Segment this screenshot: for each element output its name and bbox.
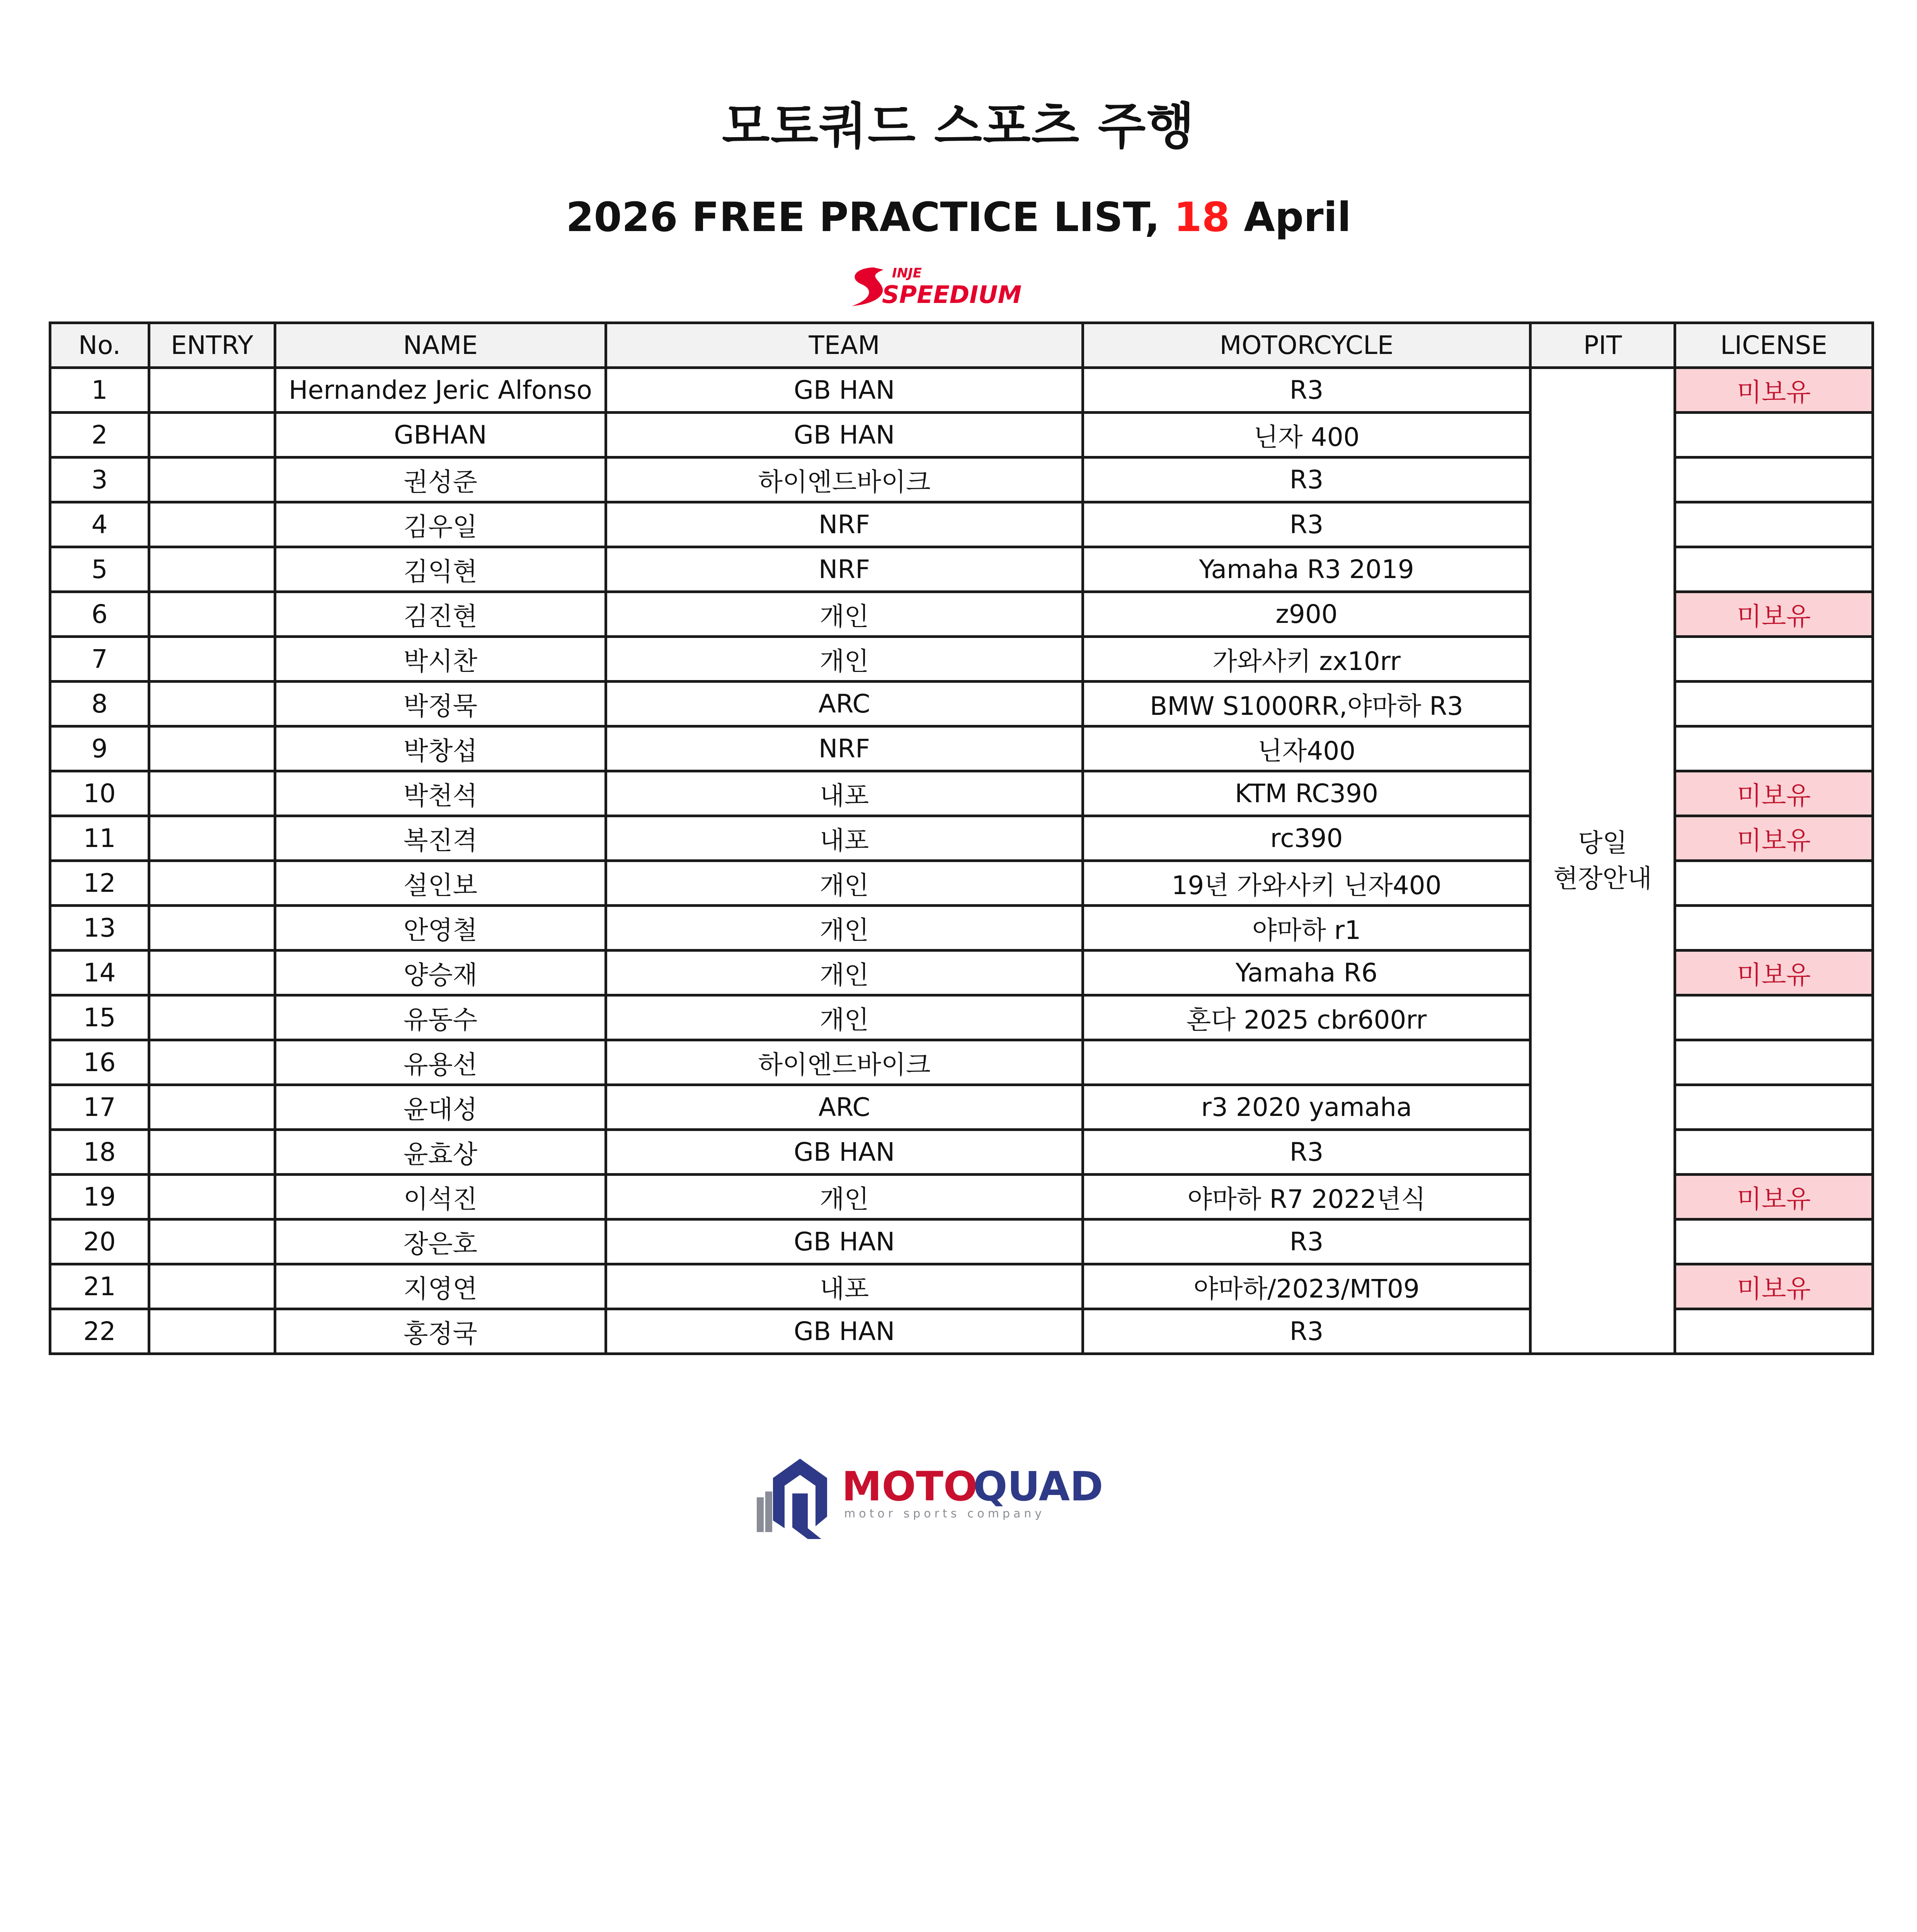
cell-name: 권성준 (275, 457, 606, 502)
cell-motorcycle: Yamaha R6 (1083, 951, 1531, 995)
cell-entry (149, 816, 275, 861)
cell-no: 18 (50, 1130, 149, 1175)
cell-motorcycle: 가와사키 zx10rr (1083, 637, 1531, 682)
cell-team: 내포 (606, 816, 1083, 861)
cell-motorcycle: R3 (1083, 457, 1531, 502)
cell-motorcycle: R3 (1083, 368, 1531, 413)
cell-team: 하이엔드바이크 (606, 457, 1083, 502)
cell-team: 개인 (606, 1175, 1083, 1219)
cell-name: 윤대성 (275, 1085, 606, 1130)
cell-motorcycle: r3 2020 yamaha (1083, 1085, 1531, 1130)
cell-license (1675, 1040, 1873, 1085)
cell-entry (149, 502, 275, 547)
cell-entry (149, 1309, 275, 1354)
cell-license (1675, 861, 1873, 906)
cell-no: 6 (50, 592, 149, 637)
cell-pit-note (1531, 368, 1675, 1354)
cell-motorcycle: 닌자400 (1083, 726, 1531, 771)
cell-motorcycle: 야마하/2023/MT09 (1083, 1264, 1531, 1309)
cell-team: NRF (606, 547, 1083, 592)
cell-team: 개인 (606, 861, 1083, 906)
cell-motorcycle: R3 (1083, 1219, 1531, 1264)
cell-team: 개인 (606, 951, 1083, 995)
cell-entry (149, 637, 275, 682)
cell-no: 14 (50, 951, 149, 995)
cell-no: 10 (50, 771, 149, 816)
cell-license (1675, 413, 1873, 457)
cell-entry (149, 592, 275, 637)
cell-motorcycle: 혼다 2025 cbr600rr (1083, 995, 1531, 1040)
cell-name: 박천석 (275, 771, 606, 816)
cell-entry (149, 771, 275, 816)
cell-no: 21 (50, 1264, 149, 1309)
cell-entry (149, 1085, 275, 1130)
cell-team: 개인 (606, 637, 1083, 682)
cell-no: 4 (50, 502, 149, 547)
cell-entry (149, 1219, 275, 1264)
subtitle-month: April (1244, 194, 1351, 241)
cell-license: 미보유 (1675, 592, 1873, 637)
motoquad-logo (750, 1451, 1113, 1548)
header-pit: PIT (1531, 323, 1675, 368)
cell-entry (149, 951, 275, 995)
pit-note-line1: 당일 (1578, 828, 1628, 858)
cell-team: GB HAN (606, 368, 1083, 413)
cell-no: 3 (50, 457, 149, 502)
cell-no: 9 (50, 726, 149, 771)
cell-license (1675, 637, 1873, 682)
cell-name: 유동수 (275, 995, 606, 1040)
cell-team: 개인 (606, 592, 1083, 637)
header-motorcycle: MOTORCYCLE (1083, 323, 1531, 368)
cell-name: 박정묵 (275, 682, 606, 726)
cell-license: 미보유 (1675, 368, 1873, 413)
cell-license (1675, 457, 1873, 502)
header-license: LICENSE (1675, 323, 1873, 368)
cell-name: 복진격 (275, 816, 606, 861)
table-header-row (50, 323, 1873, 368)
cell-motorcycle: 야마하 R7 2022년식 (1083, 1175, 1531, 1219)
cell-no: 11 (50, 816, 149, 861)
cell-no: 15 (50, 995, 149, 1040)
cell-license (1675, 502, 1873, 547)
cell-team: 내포 (606, 1264, 1083, 1309)
cell-no: 16 (50, 1040, 149, 1085)
cell-team: 개인 (606, 995, 1083, 1040)
pit-note-line2: 현장안내 (1553, 863, 1652, 893)
cell-motorcycle: 닌자 400 (1083, 413, 1531, 457)
cell-name: Hernandez Jeric Alfonso (275, 368, 606, 413)
cell-license (1675, 726, 1873, 771)
cell-license: 미보유 (1675, 771, 1873, 816)
cell-team: 내포 (606, 771, 1083, 816)
inje-speedium-logo (846, 263, 1094, 311)
cell-team: GB HAN (606, 413, 1083, 457)
table-row (50, 368, 1873, 413)
cell-name: 박창섭 (275, 726, 606, 771)
cell-no: 1 (50, 368, 149, 413)
practice-list-table (49, 321, 1874, 1355)
cell-entry (149, 1130, 275, 1175)
cell-no: 17 (50, 1085, 149, 1130)
cell-entry (149, 1175, 275, 1219)
cell-entry (149, 726, 275, 771)
cell-name: 홍정국 (275, 1309, 606, 1354)
cell-license (1675, 1130, 1873, 1175)
cell-license (1675, 1085, 1873, 1130)
header-entry: ENTRY (149, 323, 275, 368)
table-body (50, 368, 1873, 1354)
cell-no: 13 (50, 906, 149, 951)
cell-team: 하이엔드바이크 (606, 1040, 1083, 1085)
cell-motorcycle (1083, 1040, 1531, 1085)
cell-entry (149, 1264, 275, 1309)
cell-name: 김우일 (275, 502, 606, 547)
cell-name: 양승재 (275, 951, 606, 995)
cell-motorcycle: R3 (1083, 1130, 1531, 1175)
cell-no: 5 (50, 547, 149, 592)
cell-team: 개인 (606, 906, 1083, 951)
cell-entry (149, 1040, 275, 1085)
subtitle-day: 18 (1174, 194, 1230, 241)
cell-no: 20 (50, 1219, 149, 1264)
page-title: 모토쿼드 스포츠 주행 (722, 98, 1195, 155)
cell-motorcycle: 야마하 r1 (1083, 906, 1531, 951)
cell-license (1675, 995, 1873, 1040)
cell-name: 지영연 (275, 1264, 606, 1309)
motoquad-quad-text: QUAD (973, 1463, 1103, 1510)
cell-name: 설인보 (275, 861, 606, 906)
cell-name: 유용선 (275, 1040, 606, 1085)
cell-name: 윤효상 (275, 1130, 606, 1175)
cell-team: GB HAN (606, 1130, 1083, 1175)
cell-no: 19 (50, 1175, 149, 1219)
cell-team: NRF (606, 502, 1083, 547)
cell-no: 7 (50, 637, 149, 682)
header-name: NAME (275, 323, 606, 368)
cell-license (1675, 682, 1873, 726)
cell-team: ARC (606, 1085, 1083, 1130)
cell-license (1675, 1219, 1873, 1264)
speedium-main-text: SPEEDIUM (882, 281, 1022, 309)
cell-entry (149, 995, 275, 1040)
cell-entry (149, 682, 275, 726)
cell-no: 22 (50, 1309, 149, 1354)
cell-entry (149, 547, 275, 592)
cell-motorcycle: rc390 (1083, 816, 1531, 861)
header-no: No. (50, 323, 149, 368)
cell-motorcycle: R3 (1083, 502, 1531, 547)
cell-name: 안영철 (275, 906, 606, 951)
speedium-swoosh (852, 267, 884, 306)
cell-no: 12 (50, 861, 149, 906)
cell-motorcycle: KTM RC390 (1083, 771, 1531, 816)
cell-motorcycle: BMW S1000RR,야마하 R3 (1083, 682, 1531, 726)
cell-entry (149, 457, 275, 502)
cell-license: 미보유 (1675, 1264, 1873, 1309)
cell-no: 8 (50, 682, 149, 726)
cell-team: NRF (606, 726, 1083, 771)
header-team: TEAM (606, 323, 1083, 368)
cell-team: GB HAN (606, 1309, 1083, 1354)
cell-name: 박시찬 (275, 637, 606, 682)
cell-motorcycle: R3 (1083, 1309, 1531, 1354)
cell-team: ARC (606, 682, 1083, 726)
cell-entry (149, 413, 275, 457)
motoquad-moto-text: MOTO (842, 1463, 978, 1510)
cell-team: GB HAN (606, 1219, 1083, 1264)
cell-license (1675, 906, 1873, 951)
cell-name: 김진현 (275, 592, 606, 637)
cell-name: GBHAN (275, 413, 606, 457)
cell-license: 미보유 (1675, 951, 1873, 995)
cell-entry (149, 906, 275, 951)
cell-no: 2 (50, 413, 149, 457)
page-subtitle (0, 190, 1917, 244)
cell-license (1675, 1309, 1873, 1354)
cell-entry (149, 368, 275, 413)
cell-license (1675, 547, 1873, 592)
cell-license: 미보유 (1675, 1175, 1873, 1219)
motoquad-mark-icon (757, 1459, 827, 1539)
cell-name: 장은호 (275, 1219, 606, 1264)
motoquad-tagline: motor sports company (844, 1507, 1045, 1520)
cell-name: 김익현 (275, 547, 606, 592)
cell-entry (149, 861, 275, 906)
speedium-small-text: INJE (892, 265, 922, 281)
subtitle-prefix: 2026 FREE PRACTICE LIST, (566, 194, 1160, 241)
cell-motorcycle: 19년 가와사키 닌자400 (1083, 861, 1531, 906)
cell-name: 이석진 (275, 1175, 606, 1219)
cell-motorcycle: Yamaha R3 2019 (1083, 547, 1531, 592)
cell-motorcycle: z900 (1083, 592, 1531, 637)
cell-license: 미보유 (1675, 816, 1873, 861)
